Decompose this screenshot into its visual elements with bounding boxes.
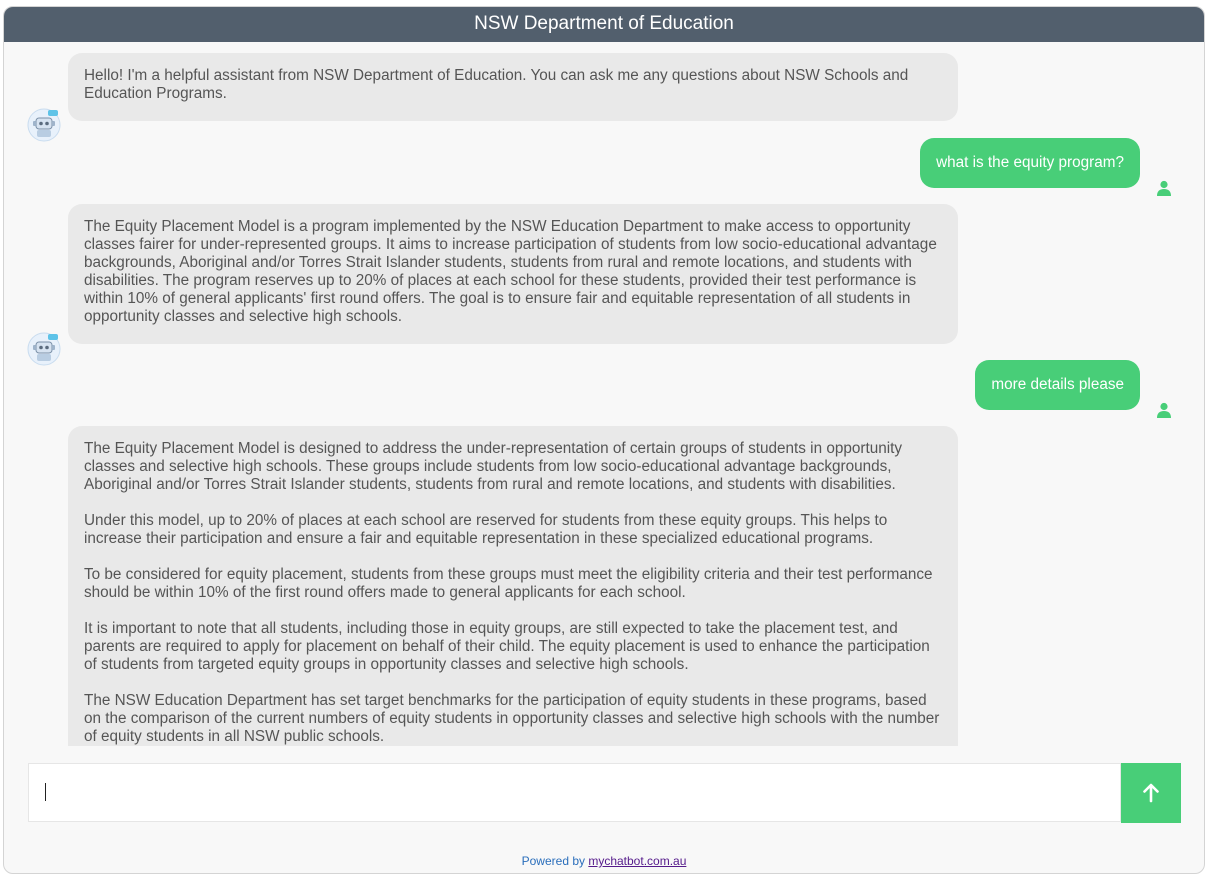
bot-message-text: The Equity Placement Model is a program implemented by the NSW Education Department to make access to opportunity classes fairer for under-represented groups. It aims to increase participation of students from low socio-educational advantage backgrounds, Aboriginal and/or Torres Strait Islander students, students from rural and remote locations, and students with disabilities. The program reserves up to 20% of places at each school for these students, provided their test performance is within 10% of general applicants' first round offers. The goal is to ensure fair and equitable representation of all students in opportunity classes and selective high schools. [84, 218, 942, 325]
user-message [920, 138, 1140, 188]
robot-avatar-icon [26, 331, 62, 367]
arrow-up-icon [1121, 763, 1181, 823]
bot-message-paragraph: It is important to note that all students, including those in equity groups, are still expected to take the placement test, and parents are required to apply for placement on behalf of their child. The equity placement is used to enhance the participation of students from targeted equity groups in opportunity classes and selective high schools. [84, 620, 935, 673]
powered-by-link[interactable]: mychatbot.com.au [588, 854, 687, 868]
chat-header [4, 7, 1204, 42]
powered-by-prefix: Powered by [521, 854, 589, 868]
message-list[interactable] [4, 42, 1204, 746]
bot-message [68, 426, 958, 746]
header-title: NSW Department of Education [474, 13, 734, 34]
robot-avatar-icon [26, 107, 62, 143]
user-message [975, 360, 1140, 410]
bot-message-text: Hello! I'm a helpful assistant from NSW Department of Education. You can ask me any questions about NSW Schools and Education Programs. [84, 67, 913, 102]
powered-by [4, 854, 1204, 868]
user-icon [1156, 402, 1172, 418]
bot-message [68, 53, 958, 121]
bot-message [68, 204, 958, 344]
send-button[interactable] [1121, 763, 1181, 823]
bot-message-paragraph: Under this model, up to 20% of places at each school are reserved for students from these equity groups. This helps to increase their participation and ensure a fair and equitable representation in these specialized educational programs. [84, 512, 892, 547]
chat-window [3, 6, 1205, 874]
bot-message-paragraph: The NSW Education Department has set target benchmarks for the participation of equity students in these programs, based on the comparison of the current numbers of equity students in opportunity classes and selective high schools with the number of equity students in all NSW public schools. [84, 692, 944, 745]
text-caret [45, 783, 46, 801]
composer [28, 763, 1181, 823]
user-message-text: more details please [991, 376, 1124, 393]
user-icon [1156, 180, 1172, 196]
user-message-text: what is the equity program? [936, 154, 1124, 171]
bot-message-paragraph: The Equity Placement Model is designed to address the under-representation of certain groups of students in opportunity classes and selective high schools. These groups include students from low socio-educational advantage backgrounds, Aboriginal and/or Torres Strait Islander students, students from rural and remote locations, and students with disabilities. [84, 440, 907, 493]
message-input[interactable] [28, 763, 1121, 822]
bot-message-paragraph: To be considered for equity placement, students from these groups must meet the eligibility criteria and their test performance should be within 10% of the first round offers made to general applicants for each school. [84, 566, 937, 601]
